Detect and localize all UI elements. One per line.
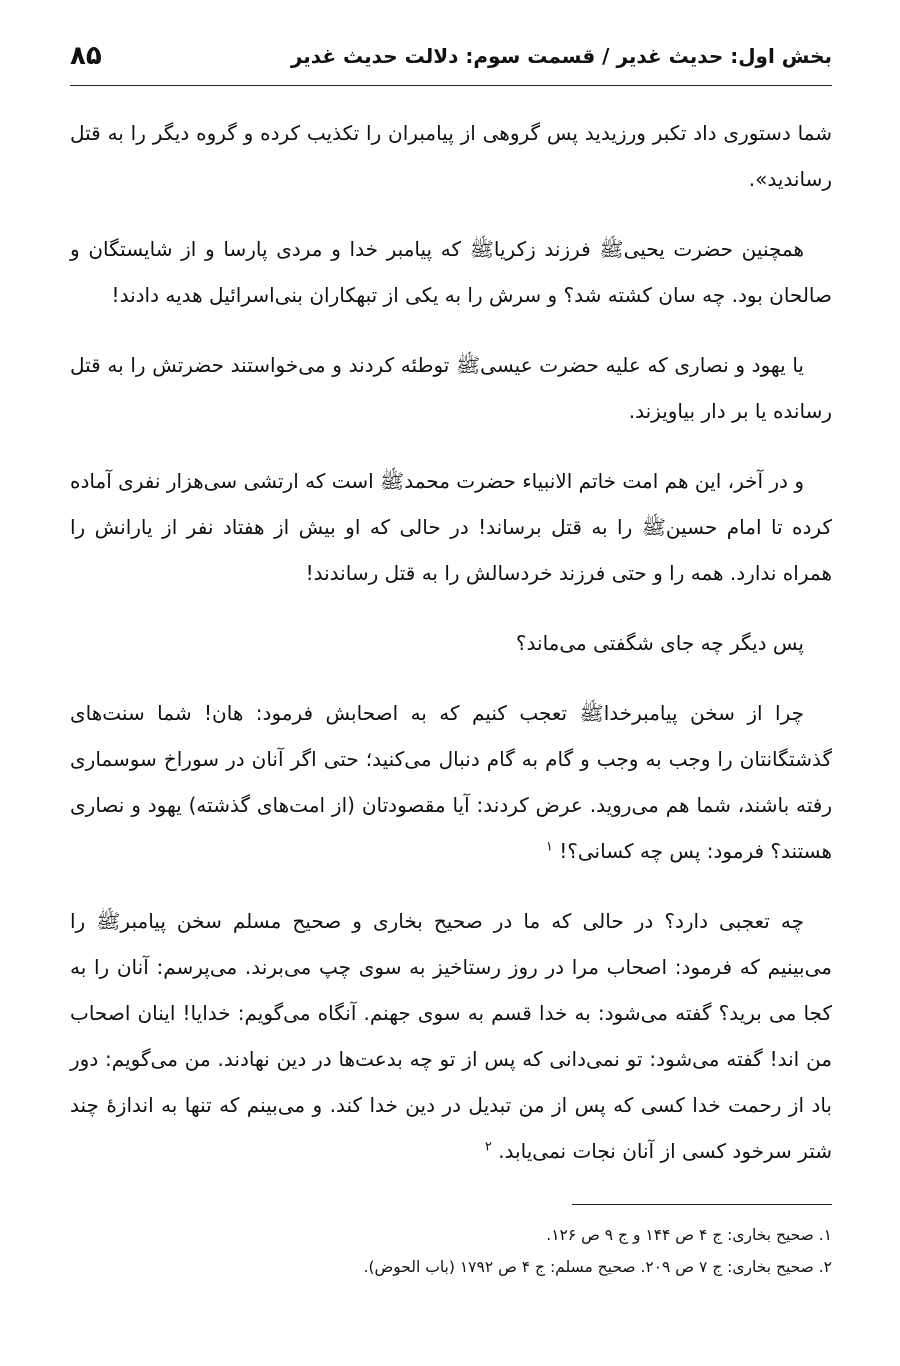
header-divider: [70, 85, 832, 86]
footnote-1: ۱. صحیح بخاری: ج ۴ ص ۱۴۴ و ج ۹ ص ۱۲۶.: [546, 1226, 832, 1244]
footnote-reference[interactable]: ۱: [545, 839, 553, 855]
paragraph-3: [70, 342, 832, 434]
paragraph-text: چرا از سخن پیامبرخداﷺ تعجب کنیم که به اصحابش فرمود: هان! شما سنت‌های گذشتگانتان را وجب به وجب و گام به گام دنبال می‌کنید؛ حتی اگر آنان در سوراخ سوسماری رفته باشند، شما هم می‌روید. عرض کردند: آیا مقصودتان (از امت‌های گذشته) یهود و نصاری هستند؟ فرمود: پس چه کسانی؟!: [70, 701, 832, 863]
page-number: ۸۵: [70, 41, 102, 71]
book-page: [70, 30, 832, 1350]
paragraph-2: [70, 226, 832, 318]
body-text: [70, 110, 832, 1174]
paragraph-5: [70, 620, 832, 666]
paragraph-text: پس دیگر چه جای شگفتی می‌ماند؟: [515, 631, 804, 655]
paragraph-7: [70, 898, 832, 1174]
paragraph-text: چه تعجبی دارد؟ در حالی که ما در صحیح بخاری و صحیح مسلم سخن پیامبرﷺ را می‌بینیم که فرمود: اصحاب مرا در روز رستاخیز به سوی چپ می‌برند. می‌پرسم: آنان را به کجا می برید؟ گفته می‌شود: به خدا قسم به سوی جهنم. آنگاه می‌گویم: خدایا! اینان اصحاب من اند! گفته می‌شود: تو نمی‌دانی که پس از تو چه بدعت‌ها در دین نهادند. من می‌گویم: دور باد از رحمت خدا کسی که پس از من تبدیل در دین خدا کند. و می‌بینم که تنها به اندازهٔ چند شتر سرخود کسی از آنان نجات نمی‌یابد.: [70, 909, 832, 1163]
paragraph-text: همچنین حضرت یحیی‌ﷺ فرزند زکریاﷺ که پیامبر خدا و مردی پارسا و از شایستگان و صالحان بود. چه سان کشته شد؟ و سرش را به یکی از تبهکاران بنی‌اسرائیل هدیه دادند!: [70, 237, 832, 307]
paragraph-6: [70, 690, 832, 874]
running-header-title: بخش اول: حدیث غدیر / قسمت سوم: دلالت حدیث غدیر: [290, 44, 832, 68]
footnote-2: ۲. صحیح بخاری: ج ۷ ص ۲۰۹. صحیح مسلم: ج ۴ ص ۱۷۹۲ (باب الحوض).: [363, 1258, 832, 1276]
paragraph-4: [70, 458, 832, 596]
footnotes: [70, 1219, 832, 1283]
paragraph-text: و در آخر، این هم امت خاتم الانبیاء حضرت محمدﷺ است که ارتشی سی‌هزار نفری آماده کرده تا امام حسینﷺ را به قتل برساند! در حالی که او بیش از هفتاد نفر از یارانش را همراه ندارد. همه را و حتی فرزند خردسالش را به قتل رساندند!: [70, 469, 832, 585]
footnote-reference[interactable]: ۲: [484, 1139, 492, 1155]
paragraph-text: شما دستوری داد تکبر ورزیدید پس گروهی از پیامبران را تکذیب کرده و گروه دیگر را به قتل رساندید».: [70, 121, 832, 191]
paragraph-1: [70, 110, 832, 202]
paragraph-text: یا یهود و نصاری که علیه حضرت عیسیﷺ توطئه کردند و می‌خواستند حضرتش را به قتل رسانده یا بر دار بیاویزند.: [70, 353, 832, 423]
footnote-divider: [572, 1204, 832, 1205]
page-header: [70, 30, 832, 82]
